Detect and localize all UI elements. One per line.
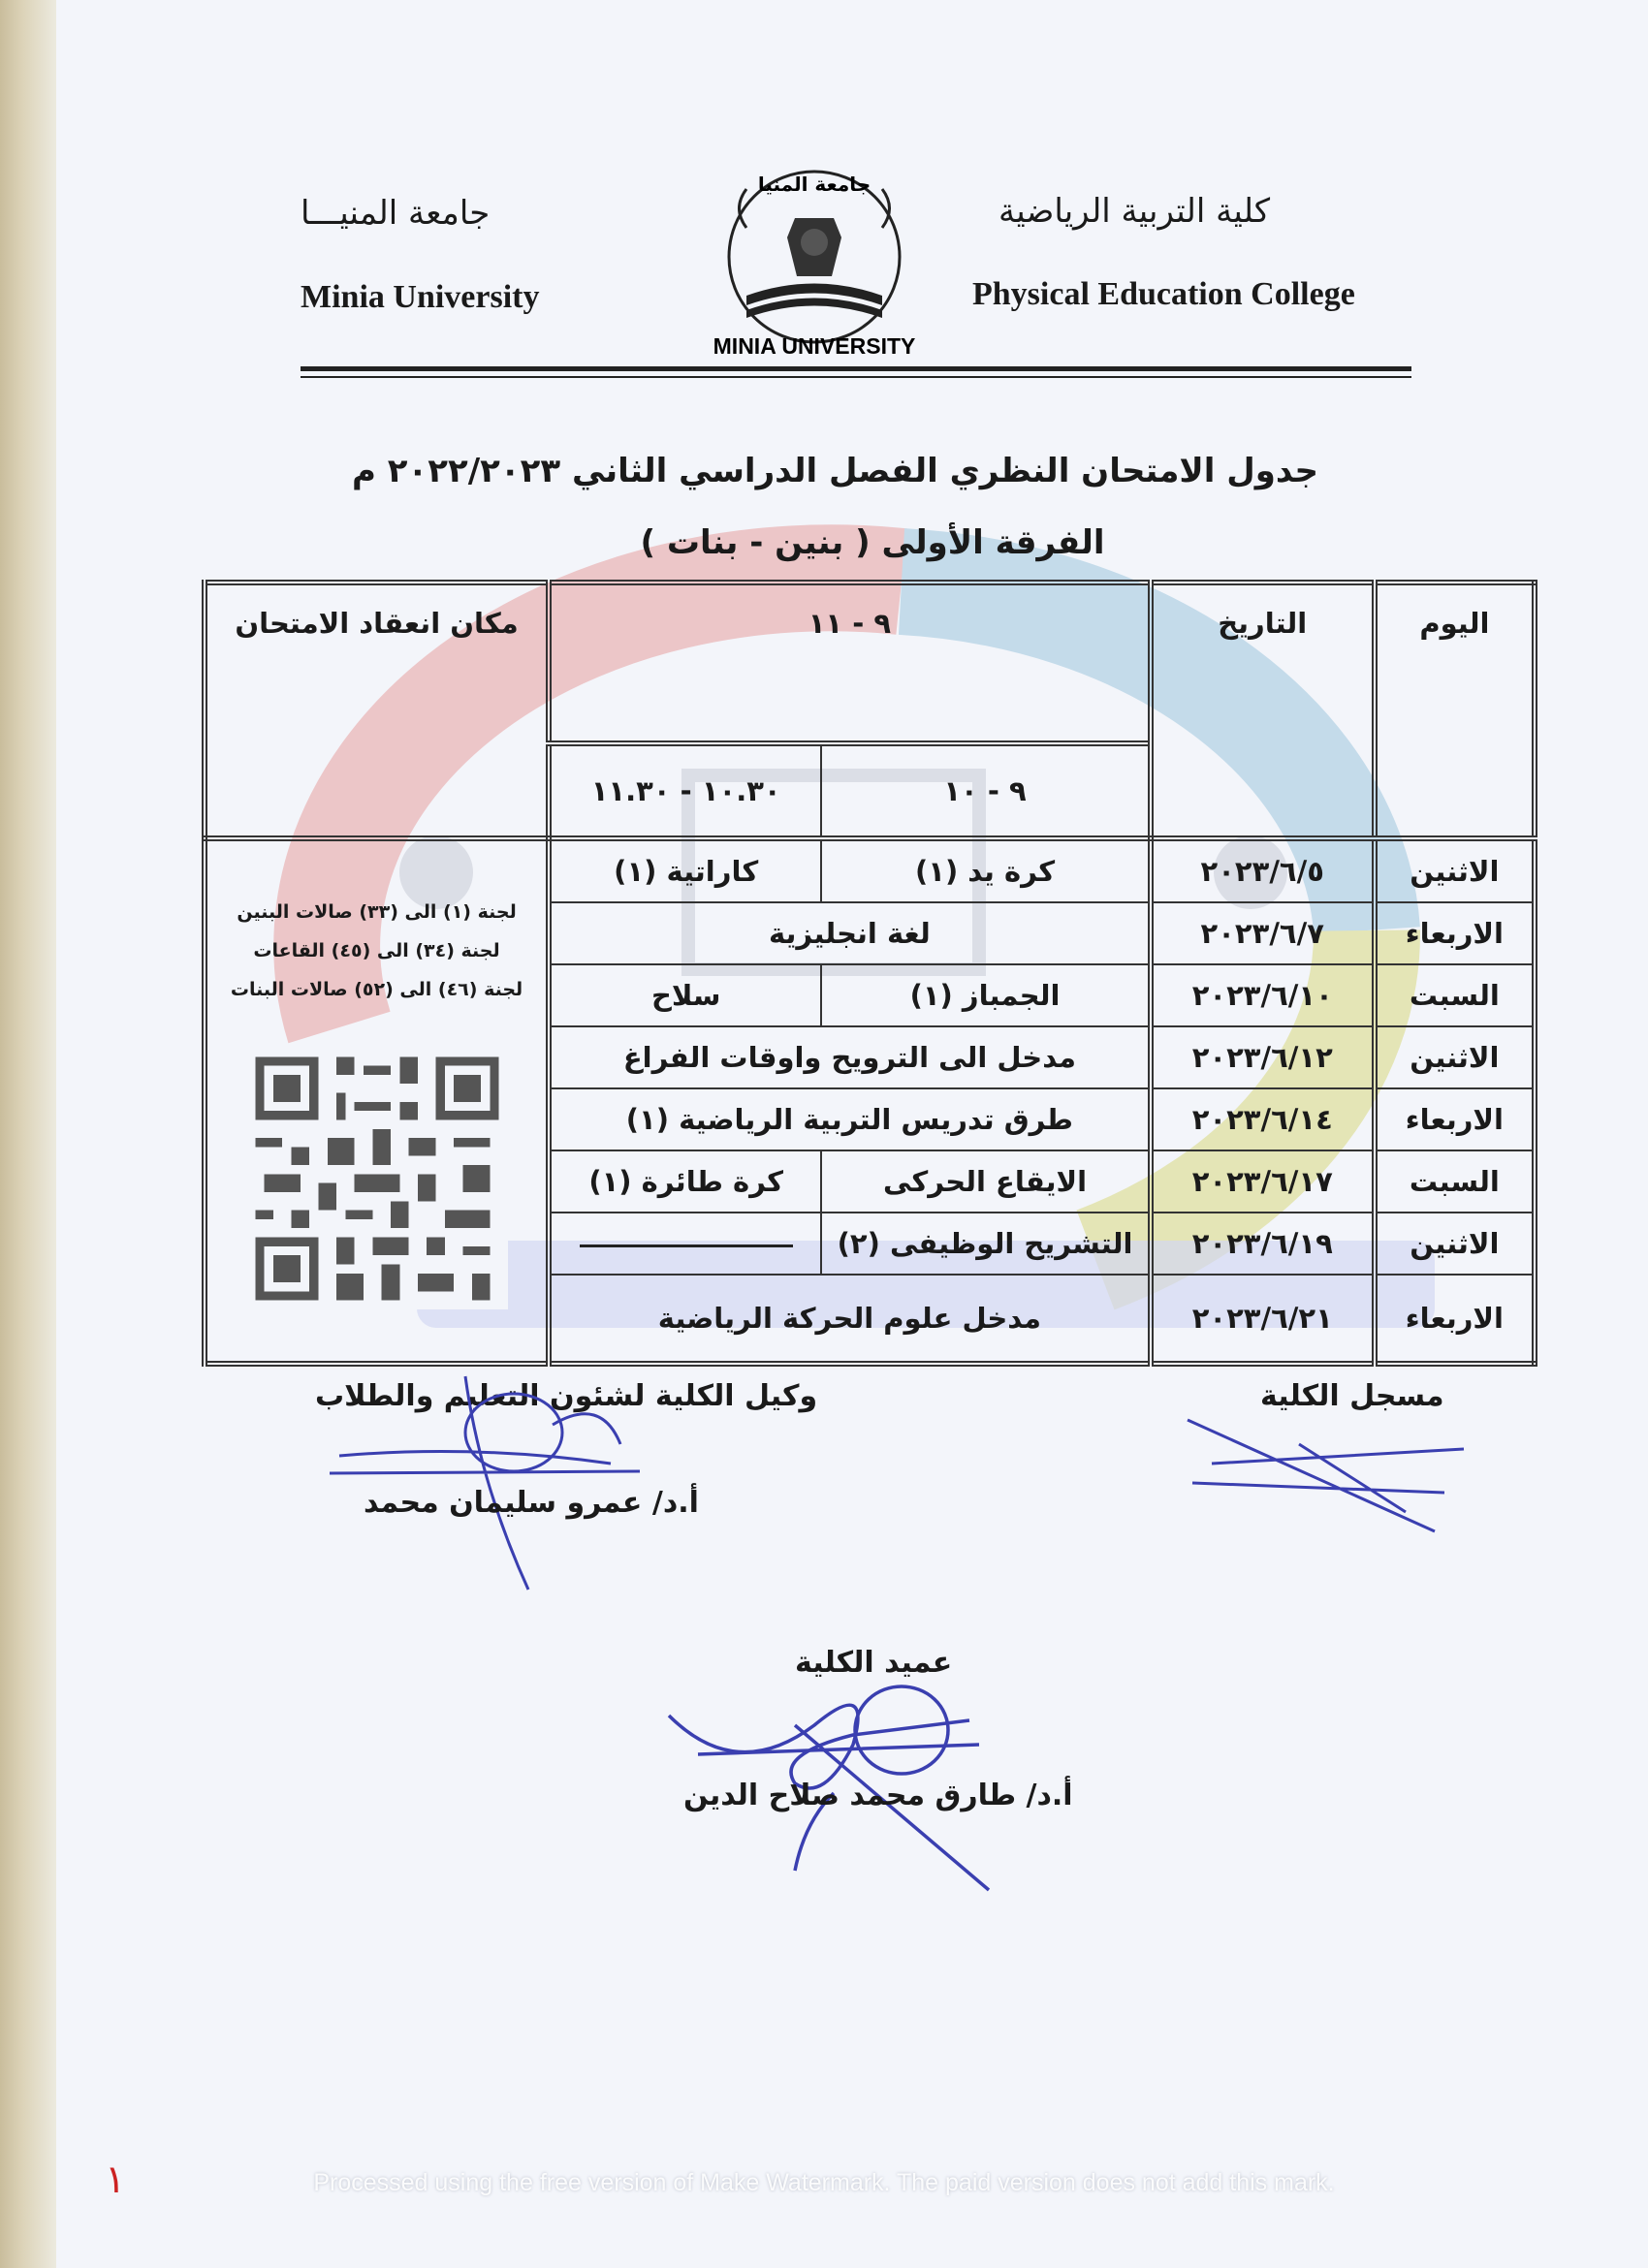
row-slot1: الايقاع الحركى (821, 1150, 1150, 1213)
row-slot1: التشريح الوظيفى (٢) (821, 1213, 1150, 1275)
university-name-en: Minia University (301, 279, 540, 315)
row-slot2-empty (549, 1213, 821, 1275)
registrar-signature (1183, 1405, 1474, 1551)
header-day: اليوم (1375, 583, 1535, 838)
row-subject: مدخل الى الترويح واوقات الفراغ (549, 1026, 1151, 1088)
header-place: مكان انعقاد الامتحان (205, 583, 549, 838)
schedule-subtitle: الفرقة الأولى ( بنين - بنات ) (640, 523, 1105, 562)
table-row (205, 838, 1535, 902)
row-day: الاثنين (1375, 1213, 1535, 1275)
college-name-en: Physical Education College (972, 276, 1355, 312)
svg-text:جامعة المنيا: جامعة المنيا (757, 173, 872, 196)
vice-dean-title: وكيل الكلية لشئون التعليم والطلاب (315, 1379, 818, 1413)
exam-schedule-table (202, 580, 1537, 1367)
row-date: ٢٠٢٣/٦/١٩ (1151, 1213, 1375, 1275)
vice-dean-name: أ.د/ عمرو سليمان محمد (364, 1486, 699, 1520)
place-line: لجنة (١) الى (٣٣) صالات البنين (237, 901, 517, 923)
row-day: الاثنين (1375, 838, 1535, 902)
exam-place-cell (205, 838, 549, 1364)
row-subject: مدخل علوم الحركة الرياضية (549, 1275, 1151, 1364)
row-slot2: سلاح (549, 964, 821, 1026)
svg-text:MINIA UNIVERSITY: MINIA UNIVERSITY (713, 333, 916, 359)
header-slot1: ٩ - ١٠ (821, 743, 1150, 838)
header-date: التاريخ (1151, 583, 1375, 838)
row-slot2: كرة طائرة (١) (549, 1150, 821, 1213)
header-slot2: ١٠.٣٠ - ١١.٣٠ (549, 743, 821, 838)
row-day: السبت (1375, 964, 1535, 1026)
row-date: ٢٠٢٣/٦/١٢ (1151, 1026, 1375, 1088)
header-rule (301, 366, 1411, 371)
row-date: ٢٠٢٣/٦/١٤ (1151, 1088, 1375, 1150)
row-day: الاثنين (1375, 1026, 1535, 1088)
row-day: الاربعاء (1375, 1275, 1535, 1364)
schedule-title: جدول الامتحان النظري الفصل الدراسي الثاني ٢٠٢٢/٢٠٢٣ م (351, 452, 1318, 490)
row-slot1: كرة يد (١) (821, 838, 1150, 902)
place-line: لجنة (٤٦) الى (٥٢) صالات البنات (230, 979, 523, 1000)
row-date: ٢٠٢٣/٦/٥ (1151, 838, 1375, 902)
university-logo (708, 150, 921, 363)
row-date: ٢٠٢٣/٦/٢١ (1151, 1275, 1375, 1364)
university-name-ar: جامعة المنيـــا (301, 194, 491, 233)
registrar-title: مسجل الكلية (1260, 1379, 1444, 1413)
qr-code (246, 1048, 508, 1309)
dean-title: عميد الكلية (795, 1646, 953, 1680)
row-day: الاربعاء (1375, 1088, 1535, 1150)
college-name-ar: كلية التربية الرياضية (998, 192, 1271, 231)
dean-name: أ.د/ طارق محمد صلاح الدين (683, 1779, 1073, 1812)
row-subject: لغة انجليزية (549, 902, 1151, 964)
row-subject: طرق تدريس التربية الرياضية (١) (549, 1088, 1151, 1150)
place-line: لجنة (٣٤) الى (٤٥) القاعات (253, 940, 500, 961)
corner-mark: ۱ (105, 2158, 126, 2202)
header-time-range: ٩ - ١١ (549, 583, 1151, 743)
header-rule-thin (301, 376, 1411, 378)
row-date: ٢٠٢٣/٦/١٧ (1151, 1150, 1375, 1213)
vice-dean-signature (320, 1367, 669, 1599)
binding-edge (0, 0, 56, 2268)
row-slot1: الجمباز (١) (821, 964, 1150, 1026)
row-day: السبت (1375, 1150, 1535, 1213)
row-slot2: كاراتية (١) (549, 838, 821, 902)
row-day: الاربعاء (1375, 902, 1535, 964)
empty-slot-dash (580, 1244, 793, 1247)
row-date: ٢٠٢٣/٦/١٠ (1151, 964, 1375, 1026)
watermark-footer: Processed using the free version of Make Watermark. The paid version does not add this mark. (313, 2169, 1335, 2196)
row-date: ٢٠٢٣/٦/٧ (1151, 902, 1375, 964)
